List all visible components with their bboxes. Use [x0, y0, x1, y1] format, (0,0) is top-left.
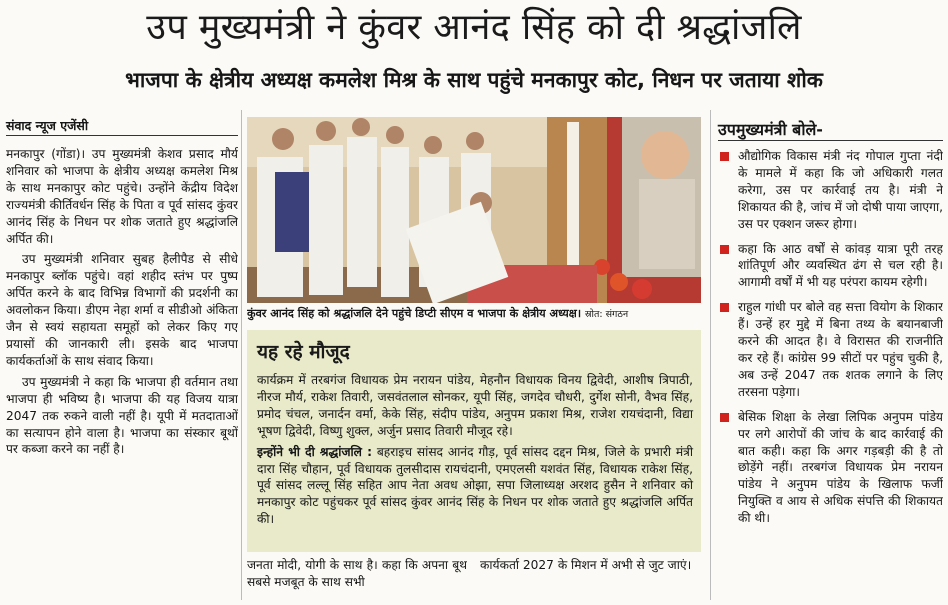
paragraph: मनकापुर (गोंडा)। उप मुख्यमंत्री केशव प्रसाद मौर्य शनिवार को भाजपा के क्षेत्रीय अध्यक्ष कमलेश मिश्र के साथ मनकापुर कोट पहुंचे। उन्होंने केंद्रीय विदेश राज्यमंत्री कीर्तिवर्धन सिंह के पिता व पूर्व सांसद कुंवर आनंद सिंह के निधन पर शोक जताते हुए श्रद्धांजलि अर्पित की। [6, 147, 238, 246]
caption-text: कुंवर आनंद सिंह को श्रद्धांजलि देने पहुंचे डिप्टी सीएम व भाजपा के क्षेत्रीय अध्यक्ष। [247, 307, 582, 320]
paragraph: कार्यकर्ता 2027 के मिशन में अभी से जुट जाएं। [480, 558, 692, 572]
bullet-text: औद्योगिक विकास मंत्री नंद गोपाल गुप्ता नंदी के मामले में कहा कि जो अधिकारी गलत करेगा, उस पर कार्रवाई तय है। मंत्री ने शिकायत की है, जांच में जो दोषी पाया जाएगा, उस पर एक्शन जरूर होगा। [738, 149, 943, 231]
column-divider [241, 110, 242, 600]
byline: संवाद न्यूज एजेंसी [6, 118, 89, 133]
bullet-square-icon [720, 413, 729, 422]
continuation-right [480, 557, 701, 601]
box-body [257, 372, 693, 532]
subheadline: भाजपा के क्षेत्रीय अध्यक्ष कमलेश मिश्र के साथ पहुंचे मनकापुर कोट, निधन पर जताया शोक [125, 68, 823, 92]
photo-caption [247, 306, 701, 324]
continuation-left [247, 557, 467, 601]
bullet-text: बेसिक शिक्षा के लेखा लिपिक अनुपम पांडेय पर लगे आरोपों की जांच के बाद कार्रवाई की बात कही। कहा कि अगर गड़बड़ी की है तो छोड़ेंगे नहीं। तरबगंज विधायक प्रेम नरायन पांडेय ने अनुपम पांडेय के खिलाफ फर्जी नियुक्ति व आय से अधिक संपत्ति की शिकायत की थी। [738, 409, 943, 526]
bullet-square-icon [720, 152, 729, 161]
news-photo [247, 117, 701, 303]
tributes-paragraph [257, 444, 693, 529]
byline-rule [6, 135, 238, 136]
sidebar-title: उपमुख्यमंत्री बोले- [718, 120, 823, 139]
attendees-paragraph: कार्यक्रम में तरबगंज विधायक प्रेम नरायन पांडेय, मेहनौन विधायक विनय द्विवेदी, आशीष त्रिपाठी, नीरज मौर्य, राकेश तिवारी, जसवंतलाल सोनकर, यूपी सिंह, जगदेव चौधरी, दुर्गेश सोनी, वैभव सिंह, प्रमोद चंचल, जनार्दन वर्मा, केके सिंह, संदीप पांडेय, अनुपम प्रकाश मिश्र, राजेश रायचंदानी, विद्या भूषण द्विवेदी, विष्णु शुक्ल, अर्जुन प्रसाद तिवारी मौजूद रहे। [257, 373, 693, 438]
photo-illustration [247, 117, 701, 303]
bullet-text: राहुल गांधी पर बोले वह सत्ता वियोग के शिकार हैं। उन्हें हर मुद्दे में बिना तथ्य के बयानबाजी करने की आदत है। वे विरासत की राजनीति कर रहे हैं। कांग्रेस 99 सीटों पर पहुंच चुकी है, अब उन्हें 2047 तक शतक लगाने के लिए तरसना पड़ेगा। [738, 300, 943, 399]
left-column [6, 146, 238, 598]
bullet-square-icon [720, 303, 729, 312]
list-item [718, 299, 943, 400]
paragraph: उप मुख्यमंत्री ने कहा कि भाजपा ही वर्तमान तथा भाजपा ही भविष्य है। भाजपा की यह विजय यात्रा 2047 तक रुकने वाली नहीं है। यूपी में मतदाताओं का सत्यापन होने वाला है। भाजपा का संस्कार बूथों पर कब्जा करने का नहीं है। [6, 374, 238, 457]
box-title: यह रहे मौजूद [257, 341, 350, 363]
column-divider [710, 110, 711, 600]
sidebar-rule [718, 140, 943, 141]
paragraph: जनता मोदी, योगी के साथ है। कहा कि अपना बूथ सबसे मजबूत के साथ सभी [247, 558, 467, 589]
headline: उप मुख्यमंत्री ने कुंवर आनंद सिंह को दी श्रद्धांजलि [146, 7, 802, 48]
tributes-text: बहराइच सांसद आनंद गौड़, पूर्व सांसद दद्दन मिश्र, जिले के प्रभारी मंत्री दारा सिंह चौहान, पूर्व विधायक तुलसीदास रायचंदानी, एमएलसी यशवंत सिंह, विधायक राकेश सिंह, पूर्व सांसद लल्लू सिंह सहित आप नेता अवध ओझा, सपा जिलाध्यक्ष अरशद हुसैन ने शनिवार को मनकापुर कोट पहुंचकर पूर्व सांसद कुंवर आनंद सिंह के निधन पर शोक जताते हुए श्रद्धांजलि अर्पित की। [257, 444, 693, 527]
attendees-box [247, 330, 701, 552]
list-item [718, 241, 943, 292]
list-item [718, 409, 943, 527]
sidebar-bullets [718, 148, 943, 600]
bullet-square-icon [720, 245, 729, 254]
photo-credit: स्रोत: संगठन [584, 309, 629, 320]
paragraph: उप मुख्यमंत्री शनिवार सुबह हैलीपैड से सीधे मनकापुर ब्लॉक पहुंचे। वहां शहीद स्तंभ पर पुष्प अर्पित करने के बाद विभिन्न विभागों की प्रदर्शनी का अवलोकन किया। डीएम नेहा शर्मा व सीडीओ अंकिता जैन से स्वयं सहायता समूहों को लेकर किए गए प्रयासों की जानकारी ली। इसके बाद भाजपा कार्यकर्ताओं के साथ संवाद किया। [6, 252, 238, 368]
list-item [718, 148, 943, 233]
bullet-text: कहा कि आठ वर्षों से कांवड़ यात्रा पूरी तरह शांतिपूर्ण और व्यवस्थित ढंग से चल रही है। आगामी वर्षों में भी यह परंपरा कायम रहेगी। [738, 241, 943, 290]
tributes-lead: इन्होंने भी दी श्रद्धांजलि : [257, 444, 372, 459]
